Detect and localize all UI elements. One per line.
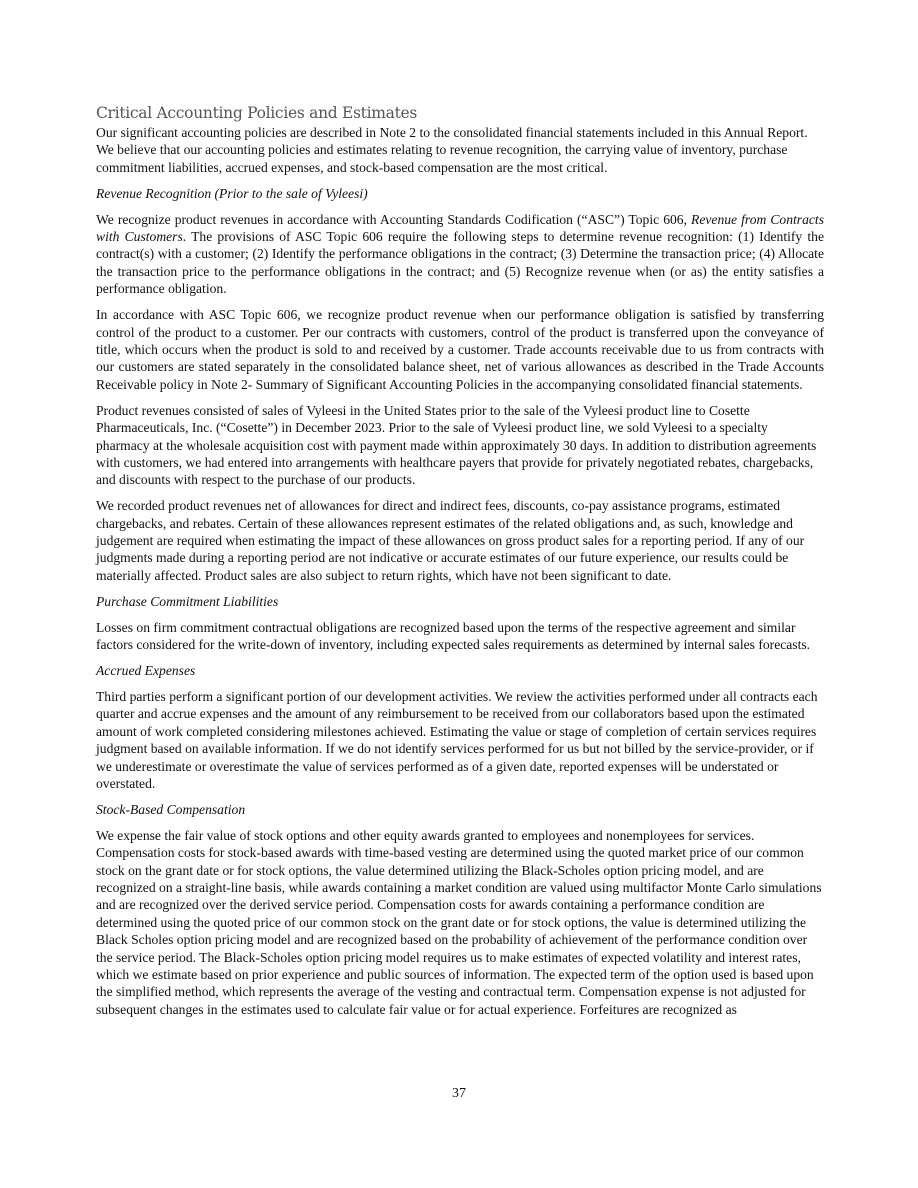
revenue-paragraph-1 — [96, 211, 824, 298]
page-number: 37 — [452, 1086, 466, 1101]
intro-paragraph: Our significant accounting policies are described in Note 2 to the consolidated financial statements included in this Annual Report. We believe that our accounting policies and estimates relating to revenue recognition, the carrying value of inventory, purchase commitment liabilities, accrued expenses, and stock-based compensation are the most critical. — [96, 125, 808, 175]
revenue-p1-italic: Revenue from Contracts with Customers — [96, 211, 824, 245]
purchase-commitment-subheading: Purchase Commitment Liabilities — [96, 593, 279, 609]
revenue-p1-text-cont: . The provisions of ASC Topic 606 require the following steps to determine revenue recognition: (1) Identify the contract(s) with a customer; (2) Identify the performance obligations in the contract; (3) Determine the transaction price; (4) Allocate the transaction price to the performance obligations in the contract; and (5) Recognize revenue when (or as) the entity satisfies a performance obligation. — [96, 229, 824, 297]
section-heading: Critical Accounting Policies and Estimates — [96, 104, 418, 122]
accrued-expenses-paragraph: Third parties perform a significant portion of our development activities. We review the activities performed under all contracts each quarter and accrue expenses and the amount of any reimbursement to be received from our collaborators based upon the estimated amount of work completed considering milestones achieved. Estimating the value or stage of completion of certain services requires judgment based on available information. If we do not identify services performed for us but not billed by the service-provider, or if we underestimate or overestimate the value of services performed as of a given date, reported expenses will be understated or overstated. — [96, 688, 818, 791]
purchase-commitment-paragraph: Losses on firm commitment contractual obligations are recognized based upon the terms of the respective agreement and similar factors considered for the write-down of inventory, including expected sales requirements as determined by internal sales forecasts. — [96, 619, 811, 653]
revenue-p1-text: We recognize product revenues in accordance with Accounting Standards Codification (“ASC”) Topic 606, — [96, 211, 692, 227]
accrued-expenses-subheading: Accrued Expenses — [96, 662, 196, 678]
revenue-paragraph-3: Product revenues consisted of sales of Vyleesi in the United States prior to the sale of the Vyleesi product line to Cosette Pharmaceuticals, Inc. (“Cosette”) in December 2023. Prior to the sale of Vyleesi product line, we sold Vyleesi to a specialty pharmacy at the wholesale acquisition cost with payment made within approximately 30 days. In addition to distribution agreements with customers, we had entered into arrangements with healthcare payers that provide for privately negotiated rebates, chargebacks, and discounts with respect to the purchase of our products. — [96, 402, 817, 488]
revenue-recognition-subheading: Revenue Recognition (Prior to the sale of Vyleesi) — [96, 185, 368, 201]
document-page — [96, 102, 824, 1027]
stock-compensation-paragraph: We expense the fair value of stock options and other equity awards granted to employees and nonemployees for services. Compensation costs for stock-based awards with time-based vesting are determined using the quoted market price of our common stock on the grant date or for stock options, the value determined utilizing the Black-Scholes option pricing model, and are recognized on a straight-line basis, while awards containing a market condition are valued using multifactor Monte Carlo simulations and are recognized over the derived service period. Compensation costs for awards containing a performance condition are determined using the quoted price of our common stock on the grant date or for stock options, the value is determined utilizing the Black Scholes option pricing model and are recognized based on the probability of achievement of the performance condition over the service period. The Black-Scholes option pricing model requires us to make estimates of expected volatility and interest rates, which we estimate based on prior experience and public sources of information. The expected term of the option used is based upon the simplified method, which represents the average of the vesting and contractual term. Compensation expense is not adjusted for subsequent changes in the estimates used to calculate fair value or for actual experience. Forfeitures are recognized as — [96, 827, 822, 1017]
stock-compensation-subheading: Stock-Based Compensation — [96, 801, 246, 817]
revenue-paragraph-4: We recorded product revenues net of allowances for direct and indirect fees, discounts, co-pay assistance programs, estimated chargebacks, and rebates. Certain of these allowances represent estimates of the related obligations and, as such, knowledge and judgement are required when estimating the impact of these allowances on gross product sales for a reporting period. If any of our judgments made during a reporting period are not indicative or accurate estimates of our future experience, our results could be materially affected. Product sales are also subject to return rights, which have not been significant to date. — [96, 498, 805, 583]
revenue-paragraph-2: In accordance with ASC Topic 606, we recognize product revenue when our performance obligation is satisfied by transferring control of the product to a customer. Per our contracts with customers, control of the product is transferred upon the conveyance of title, which occurs when the product is sold to and received by a customer. Trade accounts receivable due to us from contracts with our customers are stated separately in the consolidated balance sheet, net of various allowances as described in the Trade Accounts Receivable policy in Note 2- Summary of Significant Accounting Policies in the accompanying consolidated financial statements. — [96, 307, 824, 392]
